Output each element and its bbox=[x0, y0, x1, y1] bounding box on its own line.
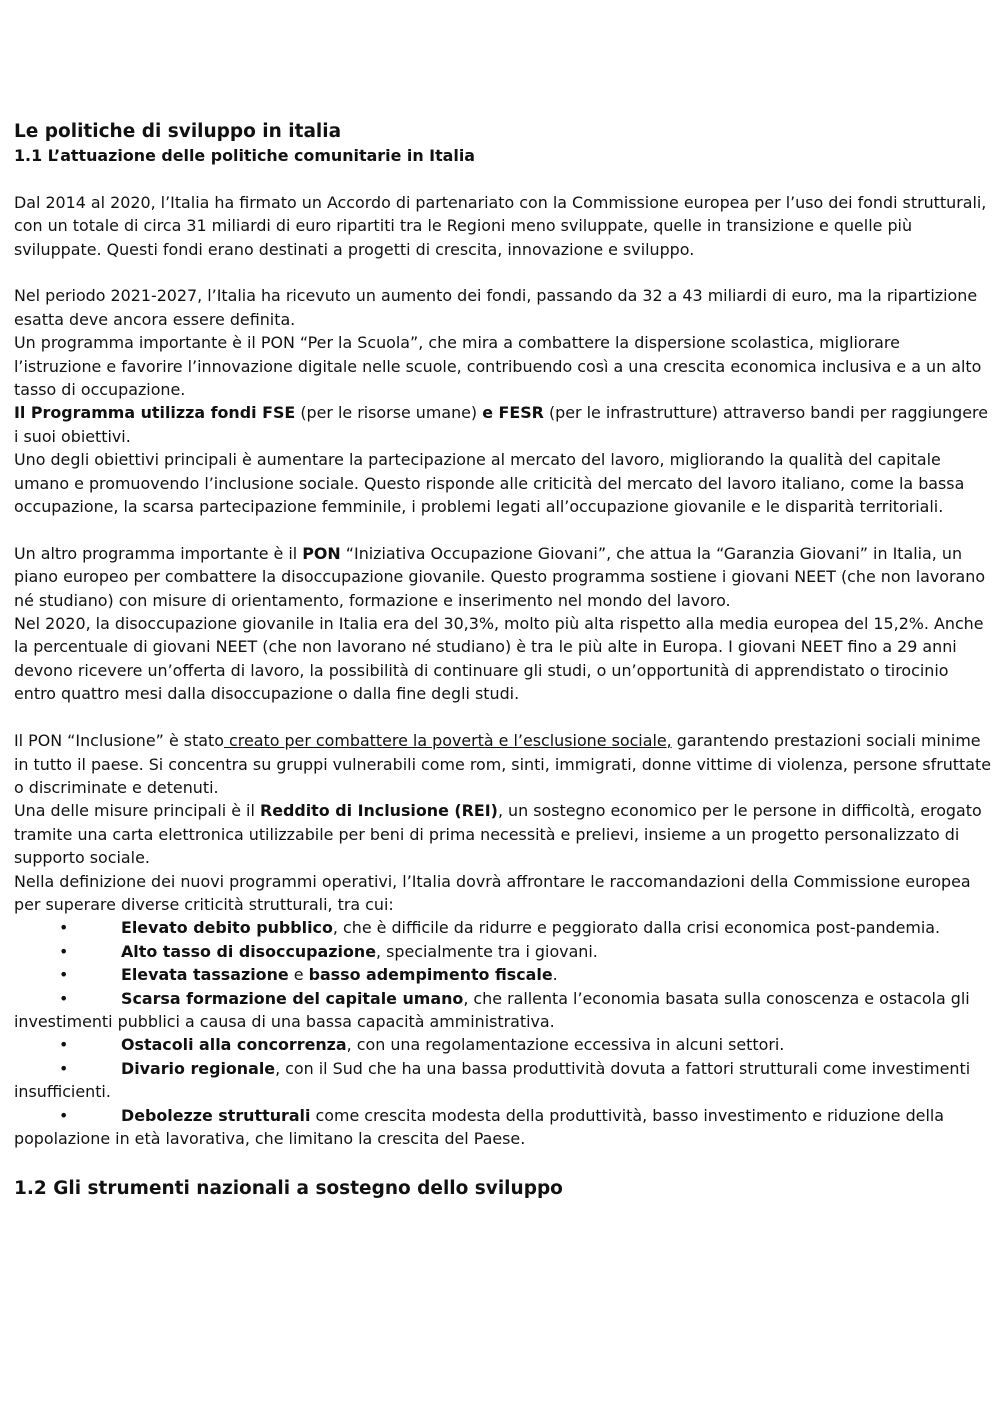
bold-text: Alto tasso di disoccupazione bbox=[121, 941, 376, 961]
bold-text: Divario regionale bbox=[121, 1058, 276, 1078]
bullet-icon: • bbox=[59, 941, 69, 961]
section-heading-1-1: 1.1 L’attuazione delle politiche comunitarie in Italia bbox=[14, 146, 476, 165]
list-item bbox=[14, 1033, 992, 1056]
text-run: come crescita modesta della produttività, basso investimento e riduzione della popolazione in età lavorativa, che limitano la crescita del Paese. bbox=[14, 1105, 945, 1148]
bold-text: Debolezze strutturali bbox=[121, 1105, 311, 1125]
text-run: , con il Sud che ha una bassa produttività dovuta a fattori strutturali come investimenti insufficienti. bbox=[14, 1058, 971, 1102]
paragraph-fondi-fse-fesr bbox=[14, 401, 992, 448]
list-item bbox=[14, 940, 992, 963]
paragraph-accordo-partenariato: Dal 2014 al 2020, l’Italia ha firmato un Accordo di partenariato con la Commissione europea per l’uso dei fondi strutturali, con un totale di circa 31 miliardi di euro ripartiti tra le Regioni meno sviluppate, quelle in transizione e quelle più sviluppate. Questi fondi erano destinati a progetti di crescita, innovazione e sviluppo. bbox=[14, 192, 987, 259]
spacer bbox=[14, 706, 992, 729]
bold-text: Reddito di Inclusione (REI) bbox=[259, 801, 498, 821]
bold-text: e FESR bbox=[482, 403, 544, 423]
bold-text: Elevata tassazione bbox=[121, 965, 289, 985]
text-run: , con una regolamentazione eccessiva in alcuni settori. bbox=[346, 1035, 785, 1055]
text-run: garantendo prestazioni sociali minime in tutto il paese. Si concentra su gruppi vulnerabili come rom, sinti, immigrati, donne vittime di violenza, persone sfruttate o discriminate e detenuti. bbox=[14, 731, 992, 797]
text-run: Il PON “Inclusione” è stato bbox=[14, 731, 224, 751]
text-run: Una delle misure principali è il bbox=[14, 801, 260, 821]
spacer bbox=[14, 518, 992, 541]
text-run: Un altro programma importante è il bbox=[14, 543, 303, 563]
paragraph-pon-occupazione-giovani bbox=[14, 542, 992, 612]
bullet-icon: • bbox=[59, 918, 69, 938]
paragraph-reddito-inclusione bbox=[14, 799, 992, 869]
list-item bbox=[14, 963, 992, 986]
underlined-text: creato per combattere la povertà e l’esclusione sociale, bbox=[223, 731, 672, 751]
text-run: , un sostegno economico per le persone in difficoltà, erogato tramite una carta elettronica utilizzabile per beni di prima necessità e prelievi, insieme a un progetto personalizzato di supporto sociale. bbox=[14, 801, 982, 868]
bold-text: Elevato debito pubblico bbox=[121, 918, 333, 938]
list-item bbox=[14, 1057, 992, 1104]
paragraph-periodo-2021-2027: Nel periodo 2021-2027, l’Italia ha ricevuto un aumento dei fondi, passando da 32 a 43 miliardi di euro, ma la ripartizione esatta deve ancora essere definita. bbox=[14, 286, 978, 329]
text-run: “Iniziativa Occupazione Giovani”, che attua la “Garanzia Giovani” in Italia, un piano europeo per combattere la disoccupazione giovanile. Questo programma sostiene i giovani NEET (che non lavorano né studiano) con misure di orientamento, formazione e inserimento nel mondo del lavoro. bbox=[14, 543, 986, 610]
bullet-icon: • bbox=[59, 965, 69, 985]
paragraph-pon-inclusione bbox=[14, 729, 992, 799]
spacer bbox=[14, 167, 992, 190]
text-run: e bbox=[288, 965, 309, 985]
bold-text: basso adempimento fiscale bbox=[308, 965, 553, 985]
spacer bbox=[14, 261, 992, 284]
paragraph-obiettivi-lavoro: Uno degli obiettivi principali è aumentare la partecipazione al mercato del lavoro, migliorando la qualità del capitale umano e promuovendo l’inclusione sociale. Questo risponde alle criticità del mercato del lavoro italiano, come la bassa occupazione, la scarsa partecipazione femminile, i problemi legati all’occupazione giovanile e le disparità territoriali. bbox=[14, 450, 965, 517]
section-heading-1-2: 1.2 Gli strumenti nazionali a sostegno dello sviluppo bbox=[14, 1178, 563, 1200]
bold-text: PON bbox=[302, 543, 341, 563]
bullet-icon: • bbox=[59, 1105, 69, 1125]
text-run: . bbox=[552, 965, 558, 985]
list-item bbox=[14, 1104, 992, 1151]
text-run: , che rallenta l’economia basata sulla conoscenza e ostacola gli investimenti pubblici a causa di una bassa capacità amministrativa. bbox=[14, 988, 970, 1031]
text-run: , specialmente tra i giovani. bbox=[375, 941, 598, 961]
bold-text: Il Programma utilizza fondi FSE bbox=[14, 403, 296, 423]
paragraph-nuovi-programmi: Nella definizione dei nuovi programmi operativi, l’Italia dovrà affrontare le raccomandazioni della Commissione europea per superare diverse criticità strutturali, tra cui: bbox=[14, 871, 971, 914]
criticita-list bbox=[14, 916, 992, 1150]
bullet-icon: • bbox=[59, 1035, 69, 1055]
paragraph-disoccupazione-2020: Nel 2020, la disoccupazione giovanile in Italia era del 30,3%, molto più alta rispetto alla media europea del 15,2%. Anche la percentuale di giovani NEET (che non lavorano né studiano) è tra le più alte in Europa. I giovani NEET fino a 29 anni devono ricevere un’offerta di lavoro, la possibilità di continuare gli studi, o un’opportunità di apprendistato o tirocinio entro quattro mesi dalla disoccupazione o dalla fine degli studi. bbox=[14, 614, 984, 704]
bullet-icon: • bbox=[59, 988, 69, 1008]
document-title: Le politiche di sviluppo in italia bbox=[14, 121, 342, 142]
bold-text: Ostacoli alla concorrenza bbox=[121, 1035, 347, 1055]
bullet-icon: • bbox=[59, 1058, 69, 1078]
text-run: (per le infrastrutture) attraverso bandi per raggiungere i suoi obiettivi. bbox=[14, 403, 988, 446]
paragraph-pon-scuola: Un programma importante è il PON “Per la Scuola”, che mira a combattere la dispersione scolastica, migliorare l’istruzione e favorire l’innovazione digitale nelle scuole, contribuendo così a una crescita economica inclusiva e a un alto tasso di occupazione. bbox=[14, 333, 982, 400]
bold-text: Scarsa formazione del capitale umano bbox=[121, 988, 464, 1008]
text-run: , che è difficile da ridurre e peggiorato dalla crisi economica post-pandemia. bbox=[332, 918, 941, 938]
document-page bbox=[14, 120, 992, 1201]
text-run: (per le risorse umane) bbox=[295, 403, 483, 423]
list-item bbox=[14, 987, 992, 1034]
list-item bbox=[14, 916, 992, 939]
